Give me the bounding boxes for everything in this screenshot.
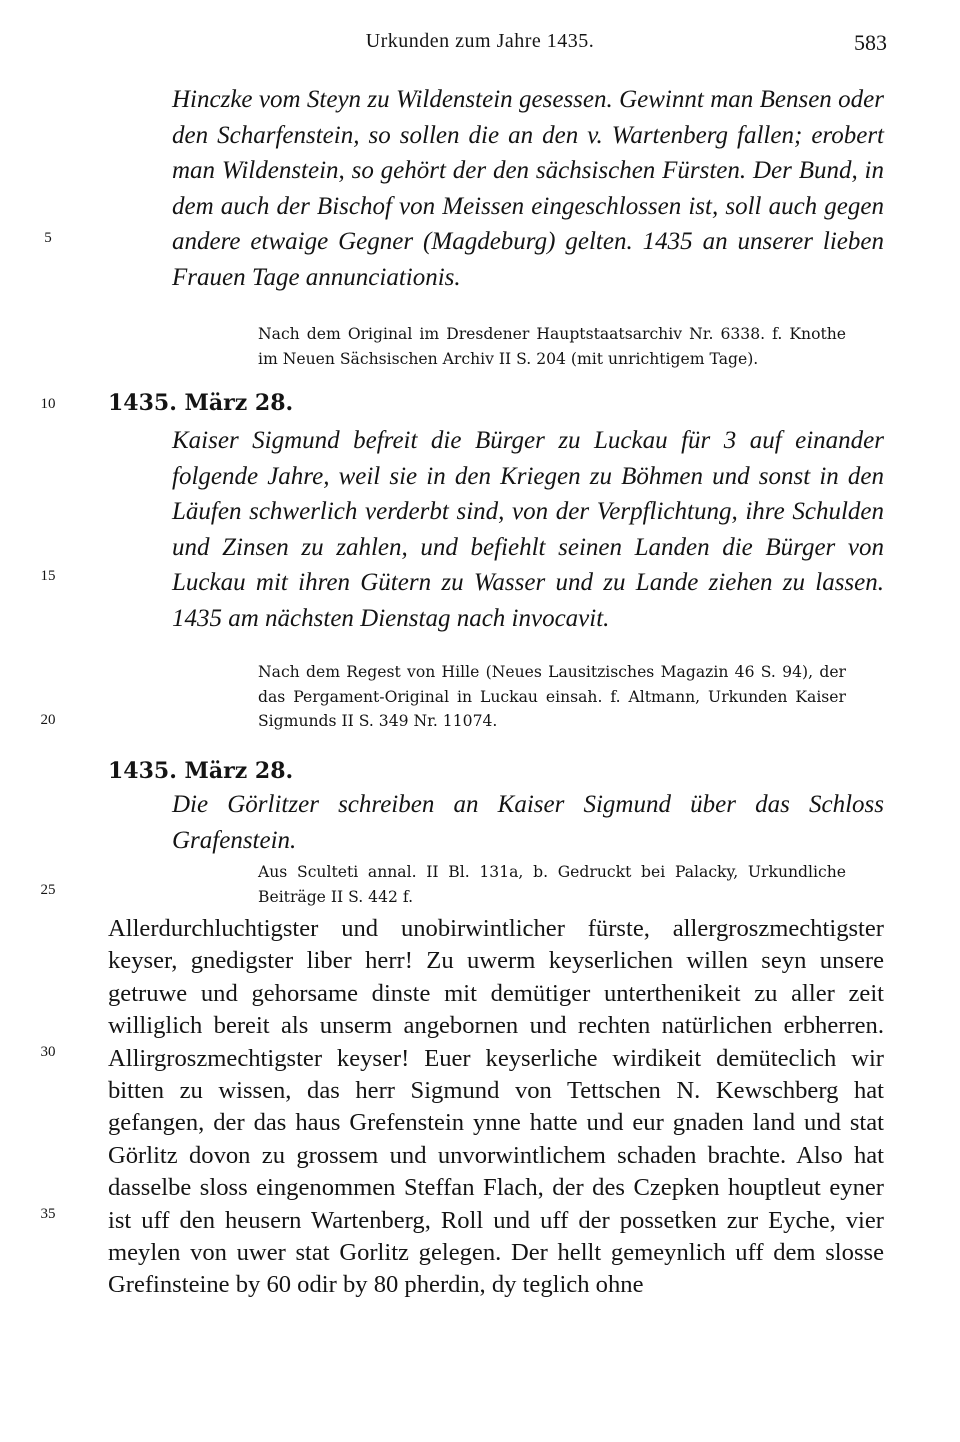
page-number: 583	[854, 30, 887, 55]
line-number: 10	[40, 396, 56, 412]
regest-text: Hinczke vom Steyn zu Wildenstein gesessen. Gewinnt man Bensen oder den Scharfenstein, so sollen die an den v. Wartenberg fallen; erobert man Wildenstein, so gehört der den sächsischen Fürsten. Der Bund, in dem auch der Bischof von Meissen eingeschlossen ist, soll auch gegen andere etwaige Gegner (Magdeburg) gelten. 1435 an unserer lieben Frauen Tage annunciationis.	[172, 86, 884, 291]
regest-text: Kaiser Sigmund befreit die Bürger zu Luckau für 3 auf einander folgende Jahre, weil sie in den Kriegen zu Böhmen und sonst in den Läufen schwerlich verderbt sind, von der Verpflichtung, ihre Schulden und Zinsen zu zahlen, und befiehlt seinen Landen die Bürger von Luckau mit ihren Gütern zu Wasser und zu Lande ziehen zu lassen. 1435 am nächsten Dienstag nach invocavit.	[172, 427, 884, 632]
source-note: Nach dem Original im Dresdener Hauptstaatsarchiv Nr. 6338. f. Knothe im Neuen Sächsischen Archiv II S. 204 (mit unrichtigem Tage).	[258, 325, 846, 368]
prev-entry-source	[258, 322, 846, 371]
line-number: 5	[44, 230, 52, 246]
running-head: Urkunden zum Jahre 1435.	[365, 30, 595, 52]
entry-heading: 1435. März 28.	[108, 758, 294, 784]
source-note: Aus Sculteti annal. II Bl. 131a, b. Gedruckt bei Palacky, Urkundliche Beiträge II S. 442 f.	[258, 863, 846, 906]
prev-entry-regest	[172, 82, 884, 295]
letter-text	[108, 913, 884, 1302]
entry-1-regest	[172, 423, 884, 636]
line-number: 15	[40, 568, 56, 584]
letter-paragraph: Allerdurchluchtigster und unobirwintlicher fürste, allergroszmechtigster keyser, gnedigster liber herr! Zu uwerm keyserlichen willen seyn unsere getruwe und gehorsame dinste mit demütiger unterthenikeit zu aller zeit williglich bereit als unserm angebornen und rechten natürlichen erbherren. Allirgroszmechtigster keyser! Euer keyserliche wirdikeit demüteclich wir bitten zu wissen, das herr Sigmund von Tettschen N. Kewschberg hat gefangen, der das haus Grefenstein ynne hatte und eur gnaden land und stat Görlitz dovon zu grossem und unvorwintlichem schaden brachte. Also hat dasselbe sloss eingenommen Steffan Flach, der des Czepken houptleut eyner ist uff den heusern Wartenberg, Roll und uff der possetken zur Eyche, vier meylen von uwer stat Gorlitz gelegen. Der hellt gemeynlich uff dem slosse Grefinsteine by 60 odir by 80 pherdin, dy teglich ohne	[108, 915, 884, 1299]
entry-2-source	[258, 860, 846, 909]
source-note: Nach dem Regest von Hille (Neues Lausitzisches Magazin 46 S. 94), der das Pergament-Original in Luckau einsah. f. Altmann, Urkunden Kaiser Sigmunds II S. 349 Nr. 11074.	[258, 663, 846, 730]
line-number: 25	[40, 882, 56, 898]
line-number: 35	[40, 1206, 56, 1222]
line-number: 20	[40, 712, 56, 728]
line-number: 30	[40, 1044, 56, 1060]
entry-2-regest	[172, 787, 884, 858]
entry-heading: 1435. März 28.	[108, 390, 294, 416]
regest-text: Die Görlitzer schreiben an Kaiser Sigmund über das Schloss Grafenstein.	[172, 791, 884, 854]
entry-1-source	[258, 660, 846, 734]
